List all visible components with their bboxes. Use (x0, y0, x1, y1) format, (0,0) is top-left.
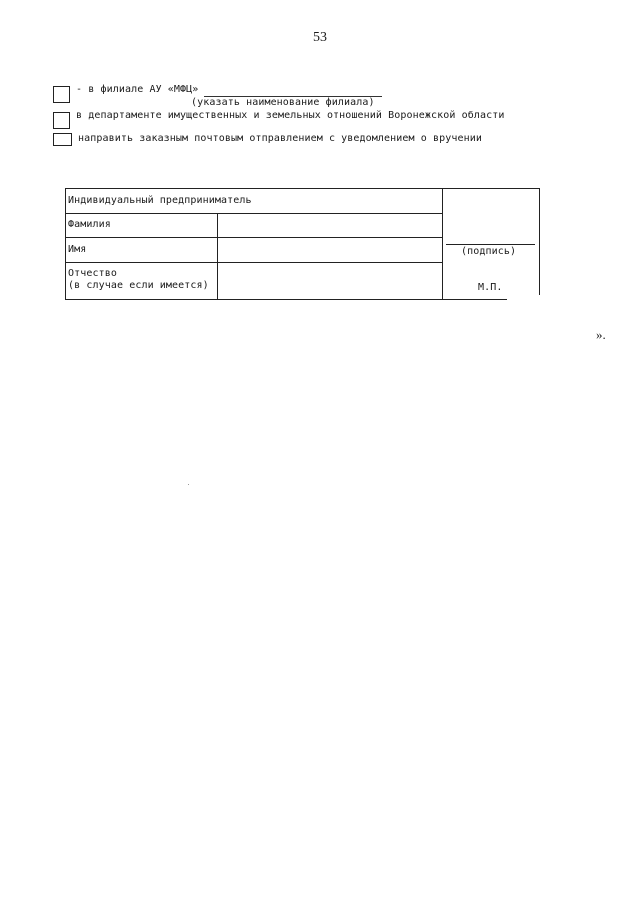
scan-speck (188, 484, 189, 485)
patronymic-note: (в случае если имеется) (68, 280, 209, 291)
branch-name-hint: (указать наименование филиала) (191, 97, 375, 108)
branch-option-label: - в филиале АУ «МФЦ» (76, 84, 199, 95)
patronymic-field[interactable] (219, 263, 441, 299)
signature-caption: (подпись) (461, 246, 517, 257)
branch-name-field[interactable] (204, 84, 382, 97)
department-checkbox[interactable] (53, 112, 70, 129)
surname-label: Фамилия (68, 219, 111, 230)
patronymic-label: Отчество (68, 268, 117, 279)
page-number: 53 (313, 30, 327, 45)
name-field[interactable] (219, 238, 441, 262)
name-label: Имя (68, 244, 87, 255)
postal-checkbox[interactable] (53, 133, 72, 146)
table-border-right (539, 188, 540, 295)
closing-quote: ». (596, 327, 606, 342)
entrepreneur-table (65, 188, 540, 300)
table-border-left (65, 188, 66, 300)
table-border-top (65, 188, 540, 189)
stamp-caption: М.П. (478, 282, 503, 293)
branch-checkbox[interactable] (53, 86, 70, 103)
signature-line (446, 244, 535, 245)
table-border-bottom (65, 299, 507, 300)
department-option-label: в департаменте имущественных и земельных отношений Воронежской области (76, 110, 505, 121)
postal-option-label: направить заказным почтовым отправлением с уведомлением о вручении (78, 133, 482, 144)
table-header: Индивидуальный предприниматель (68, 195, 252, 206)
label-value-divider (217, 213, 218, 300)
signature-column-divider (442, 188, 443, 300)
surname-field[interactable] (219, 214, 441, 237)
signature-area[interactable] (444, 190, 538, 244)
